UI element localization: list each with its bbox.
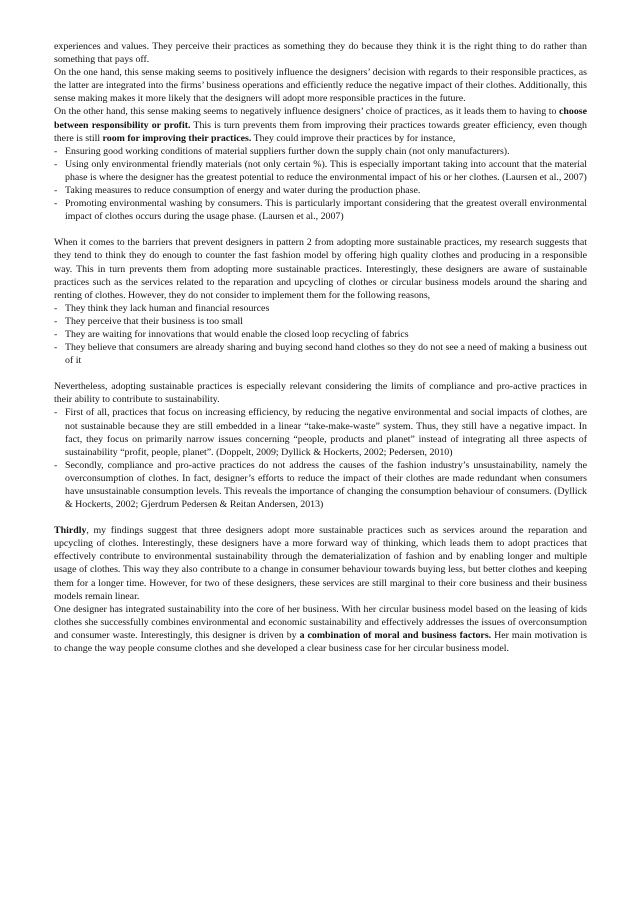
bold-phrase: Thirdly <box>54 525 87 537</box>
list-item-text: Secondly, compliance and pro-active practices do not address the causes of the fashion industry’s unsustainability, namely the overconsumption of clothes. In fact, designer’s efforts to reduce the impact of their clothes are made redundant when consumers have unsustainable consumption levels. This reveals the importance of changing the consumption behaviour of consumers. (Dyllick & Hockerts, 2002; Gjerdrum Pedersen & Reitan Andersen, 2013) <box>65 459 587 511</box>
paragraph-barriers: When it comes to the barriers that prevent designers in pattern 2 from adopting more sustainable practices, my research suggests that they tend to think they do enough to counter the fast fashion model by offering high quality clothes and producing in a responsible way. This in turn prevents them from adopting more sustainable practices. Interestingly, these designers are aware of sustainable practices such as the services related to the reparation and upcycling of clothes or circular business models around the sharing and renting of clothes. However, they do not consider to implement them for the following reasons, <box>54 237 587 301</box>
list-item <box>54 315 587 328</box>
list-item <box>54 145 587 158</box>
list-item-text: They believe that consumers are already sharing and buying second hand clothes so they do not see a need of making a business out of it <box>65 342 587 367</box>
list-item <box>54 328 587 341</box>
paragraph-negative-influence <box>54 105 587 144</box>
paragraph-gap <box>54 511 587 524</box>
bold-phrase: choose between responsibility or profit. <box>54 106 587 131</box>
paragraph-gap <box>54 223 587 236</box>
document-page <box>54 40 587 655</box>
limits-list <box>54 406 587 511</box>
bold-phrase: room for improving their practices. <box>102 132 252 144</box>
list-item <box>54 184 587 197</box>
list-dash: - <box>54 459 58 471</box>
text-run: They could improve their practices by for instance, <box>251 132 456 144</box>
list-dash: - <box>54 158 58 170</box>
paragraph-positive-influence: On the one hand, this sense making seems to positively influence the designers’ decision with regards to their responsible practices, as the latter are integrated into the firms’ business operations and efficiently reduce the negative impact of their clothes. Additionally, this sense making makes it more likely that the designers will adopt more responsible practices in the future. <box>54 67 587 105</box>
list-dash: - <box>54 342 58 354</box>
list-item <box>54 302 587 315</box>
list-item <box>54 459 587 511</box>
list-item <box>54 197 587 223</box>
list-dash: - <box>54 328 58 340</box>
list-item-text: Ensuring good working conditions of material suppliers further down the supply chain (not only manufacturers). <box>65 145 510 157</box>
paragraph-intro-continuation: experiences and values. They perceive their practices as something they do because they think it is the right thing to do rather than something that pays off. <box>54 41 587 66</box>
list-dash: - <box>54 145 58 157</box>
list-dash: - <box>54 198 58 210</box>
list-item-text: Taking measures to reduce consumption of energy and water during the production phase. <box>65 185 421 197</box>
text-run: On the other hand, this sense making seems to negatively influence designers’ choice of practices, as it leads them to having to <box>54 106 560 118</box>
list-dash: - <box>54 315 58 327</box>
text-run: This is turn prevents them from improving their practices towards greater efficiency, even though there is still <box>54 119 587 144</box>
list-dash: - <box>54 185 58 197</box>
list-item <box>54 158 587 184</box>
improvement-list <box>54 145 587 224</box>
list-item-text: They perceive that their business is too small <box>65 315 243 327</box>
reasons-list <box>54 302 587 367</box>
list-item-text: They are waiting for innovations that would enable the closed loop recycling of fabrics <box>65 328 409 340</box>
bold-phrase: a combination of moral and business factors. <box>299 629 492 641</box>
list-dash: - <box>54 407 58 419</box>
list-item <box>54 406 587 458</box>
list-item <box>54 341 587 367</box>
list-item-text: Using only environmental friendly materials (not only certain %). This is especially important taking into account that the material phase is where the designer has the greatest potential to reduce the environmental impact of his or her clothes. (Laursen et al., 2007) <box>65 158 587 183</box>
text-run: Her main motivation is to change the way people consume clothes and she developed a clear business case for her circular business model. <box>54 629 587 655</box>
list-dash: - <box>54 302 58 314</box>
paragraph-circular-model <box>54 603 587 655</box>
paragraph-gap <box>54 367 587 380</box>
list-item-text: First of all, practices that focus on increasing efficiency, by reducing the negative environmental and social impacts of clothes, are not sustainable because they are still embedded in a linear “take-make-waste” system. Thus, they still have a negative impact. In fact, they focus on primarily narrow issues concerning “people, products and planet” instead of integrating all three aspects of sustainability “profit, people, planet”. (Doppelt, 2009; Dyllick & Hockerts, 2002; Pedersen, 2010) <box>65 407 587 458</box>
list-item-text: Promoting environmental washing by consumers. This is particularly important considering that the greatest overall environmental impact of clothes occurs during the usage phase. (Laursen et al., 2007) <box>65 198 587 223</box>
list-item-text: They think they lack human and financial resources <box>65 302 270 314</box>
text-run: , my findings suggest that three designers adopt more sustainable practices such as services around the reparation and upcycling of clothes. Interestingly, these designers have a more forward way of thinking, which leads them to adopt practices that effectively contribute to environmental sustainability through the dematerialization of fashion and by enabling longer and multiple usage of clothes. This way they also contribute to a change in consumer behaviour towards buying less, but better clothes and keeping them for a longer time. However, for two of these designers, these services are still marginal to their core business and their business models remain linear. <box>54 525 587 602</box>
text-run: One designer has integrated sustainability into the core of her business. With her circular business model based on the leasing of kids clothes she successfully combines environmental and economic sustainability and effectively addresses the issues of overconsumption and consumer waste. Interestingly, this designer is driven by <box>54 603 587 641</box>
paragraph-nevertheless: Nevertheless, adopting sustainable practices is especially relevant considering the limits of compliance and pro-active practices in their ability to contribute to sustainability. <box>54 381 587 406</box>
paragraph-thirdly <box>54 524 587 603</box>
